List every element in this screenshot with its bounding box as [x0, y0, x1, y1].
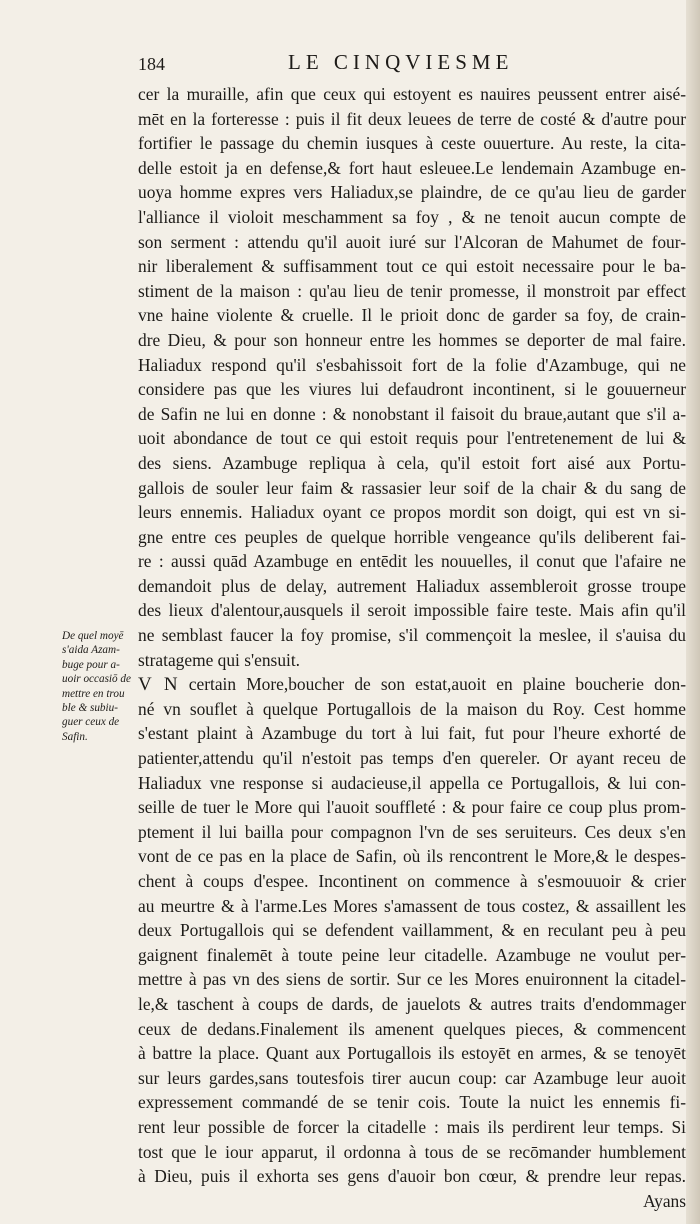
marginal-note-line: Safin. — [62, 730, 88, 743]
text-line: au meurtre & à l'arme.Les Mores s'amassent de tous costez, & assaillent les — [138, 895, 686, 916]
page-number: 184 — [138, 54, 165, 74]
marginal-note-line: mettre en trou — [62, 687, 125, 700]
text-line: né vn souflet à quelque Portugallois de la maison du Roy. Cest homme — [138, 698, 686, 719]
body-text — [138, 82, 686, 1213]
text-line: chent à coups d'espee. Incontinent on commence à s'esmouuoir & crier — [138, 871, 686, 891]
text-line: uoya homme expres vers Haliadux,se plaindre, de ce qu'au lieu de garder — [138, 182, 686, 203]
text-line: gne entre ces peuples de quelque horrible vengeance qu'ils deliberent fai- — [138, 526, 686, 547]
text-line: gaignent finalemēt à toute peine leur citadelle. Azambuge ne voulut per- — [138, 944, 686, 965]
text-line: sur leurs gardes,sans toutesfois tirer aucun coup: car Azambuge leur auoit — [138, 1067, 686, 1088]
text-line: à battre la place. Quant aux Portugallois ils estoyēt en armes, & se tenoyēt — [138, 1043, 686, 1064]
running-title: LE CINQVIESME — [288, 50, 514, 74]
text-line: considere pas que les viures lui defaudront incontinent, si le gouuerneur — [138, 379, 686, 400]
text-line: mēt en la forteresse : puis il fit deux leuees de terre de costé & d'autre pour — [138, 108, 686, 129]
text-line-first — [138, 672, 686, 697]
text-line: tost que le iour apparut, il ordonna à tous de se recōmander humblement — [138, 1141, 686, 1162]
paragraph-1 — [138, 82, 686, 672]
text-line: deux Portugallois qui se defendent vaillamment, & en reculant peu à peu — [138, 920, 686, 941]
text-line: gallois de souler leur faim & rassasier leur soif de la chair & du sang de — [138, 477, 686, 498]
text-line: des lieux d'alentour,ausquels il seroit impossible faire teste. Mais afin qu'il — [138, 600, 686, 621]
text-line: des siens. Azambuge repliqua à cela, qu'il estoit fort aisé aux Portu- — [138, 452, 686, 473]
text-line: stratageme qui s'ensuit. — [138, 649, 301, 670]
drop-initial: V N — [138, 674, 179, 696]
marginal-note-line: buge pour a- — [62, 658, 120, 671]
text-line: patienter,attendu qu'il n'estoit pas temps d'en quereler. Or ayant receu de — [138, 748, 686, 769]
text-line: expressement commandé de se tenir cois. Toute la nuict les ennemis fi- — [138, 1092, 686, 1113]
text-line: ceux de dedans.Finalement ils amenent quelques pieces, & commencent — [138, 1018, 686, 1039]
text-line: s'estant plaint à Azambuge du tort à lui fait, fut pour l'heure exhorté de — [138, 723, 686, 744]
first-line-text: certain More,boucher de son estat,auoit en plaine boucherie don- — [178, 674, 686, 695]
text-line: uoit abondance de tout ce qui estoit requis pour l'entretenement de lui & — [138, 428, 686, 449]
paragraph-2 — [138, 672, 686, 1213]
text-line: dre Dieu, & pour son honneur entre les hommes se deporter de mal faire. — [138, 329, 686, 350]
text-line: vne haine violente & cruelle. Il le prioit donc de garder sa foy, de crain- — [138, 305, 686, 326]
marginal-note-line: De quel moyē — [62, 630, 124, 642]
text-line: son serment : attendu qu'il auoit iuré sur l'Alcoran de Mahumet de four- — [138, 231, 686, 252]
text-line: le,& taschent à coups de dards, de jauelots & autres traits d'endommager — [138, 993, 686, 1014]
text-line: de Safin ne lui en donne : & nonobstant il faisoit du braue,autant que s'il a- — [138, 403, 686, 424]
text-line: cer la muraille, afin que ceux qui estoyent es nauires peussent entrer aisé- — [138, 84, 686, 104]
text-line: demandoit plus de delay, autrement Haliadux assembleroit grosse troupe — [138, 575, 686, 596]
marginal-note — [62, 629, 140, 744]
text-line: seille de tuer le More qui l'auoit souffleté : & pour faire ce coup plus prom- — [138, 797, 686, 818]
text-line: stiment de la maison : qu'au lieu de tenir promesse, il monstroit par effect — [138, 280, 686, 301]
marginal-note-line: guer ceux de — [62, 716, 120, 729]
text-line: re : aussi quād Azambuge en entēdit les nouuelles, il conut que l'afaire ne — [138, 551, 686, 572]
text-line: l'alliance il violoit meschamment sa foy , & ne tenoit aucun compte de — [138, 206, 686, 227]
text-line: delle estoit ja en defense,& fort haut esleuee.Le lendemain Azambuge en- — [138, 157, 686, 178]
catchword: Ayans — [643, 1190, 686, 1211]
text-line: fortifier le passage du chemin iusques à ceste ouuerture. Au reste, la cita- — [138, 133, 686, 154]
marginal-note-line: ble & subiu- — [62, 702, 118, 715]
text-line: leurs ennemis. Haliadux oyant ce propos mordit son doigt, qui est vn si- — [138, 502, 686, 523]
text-line: mettre à pas vn des siens de sortir. Sur ce les Mores enuironnent la citadel- — [138, 969, 686, 990]
text-line: nir liberalement & suffisamment tout ce qui estoit necessaire pour le ba- — [138, 256, 686, 277]
text-line: Haliadux respond qu'il s'esbahissoit fort de la folie d'Azambuge, qui ne — [138, 354, 686, 375]
text-line: à Dieu, puis il exhorta ses gens d'auoir bon cœur, & prendre leur repas. — [138, 1166, 686, 1187]
text-line: ne semblast faucer la foy promise, s'il commençoit la meslee, il s'auisa du — [138, 625, 686, 646]
page-edge-shadow — [686, 0, 700, 1224]
page-header — [138, 50, 686, 80]
marginal-note-line: uoir occasiō de — [62, 673, 131, 686]
marginal-note-line: s'aida Azam- — [62, 644, 120, 657]
text-line: Haliadux vne response si audacieuse,il appella ce Portugallois, & lui con- — [138, 772, 686, 793]
text-line: ptement il lui bailla pour compagnon l'vn de ses seruiteurs. Ces deux s'en — [138, 821, 686, 842]
text-line: vont de ce pas en la place de Safin, où ils rencontrent le More,& le despes- — [138, 846, 686, 867]
text-line: rent leur possible de forcer la citadelle : mais ils perdirent leur temps. Si — [138, 1116, 686, 1137]
